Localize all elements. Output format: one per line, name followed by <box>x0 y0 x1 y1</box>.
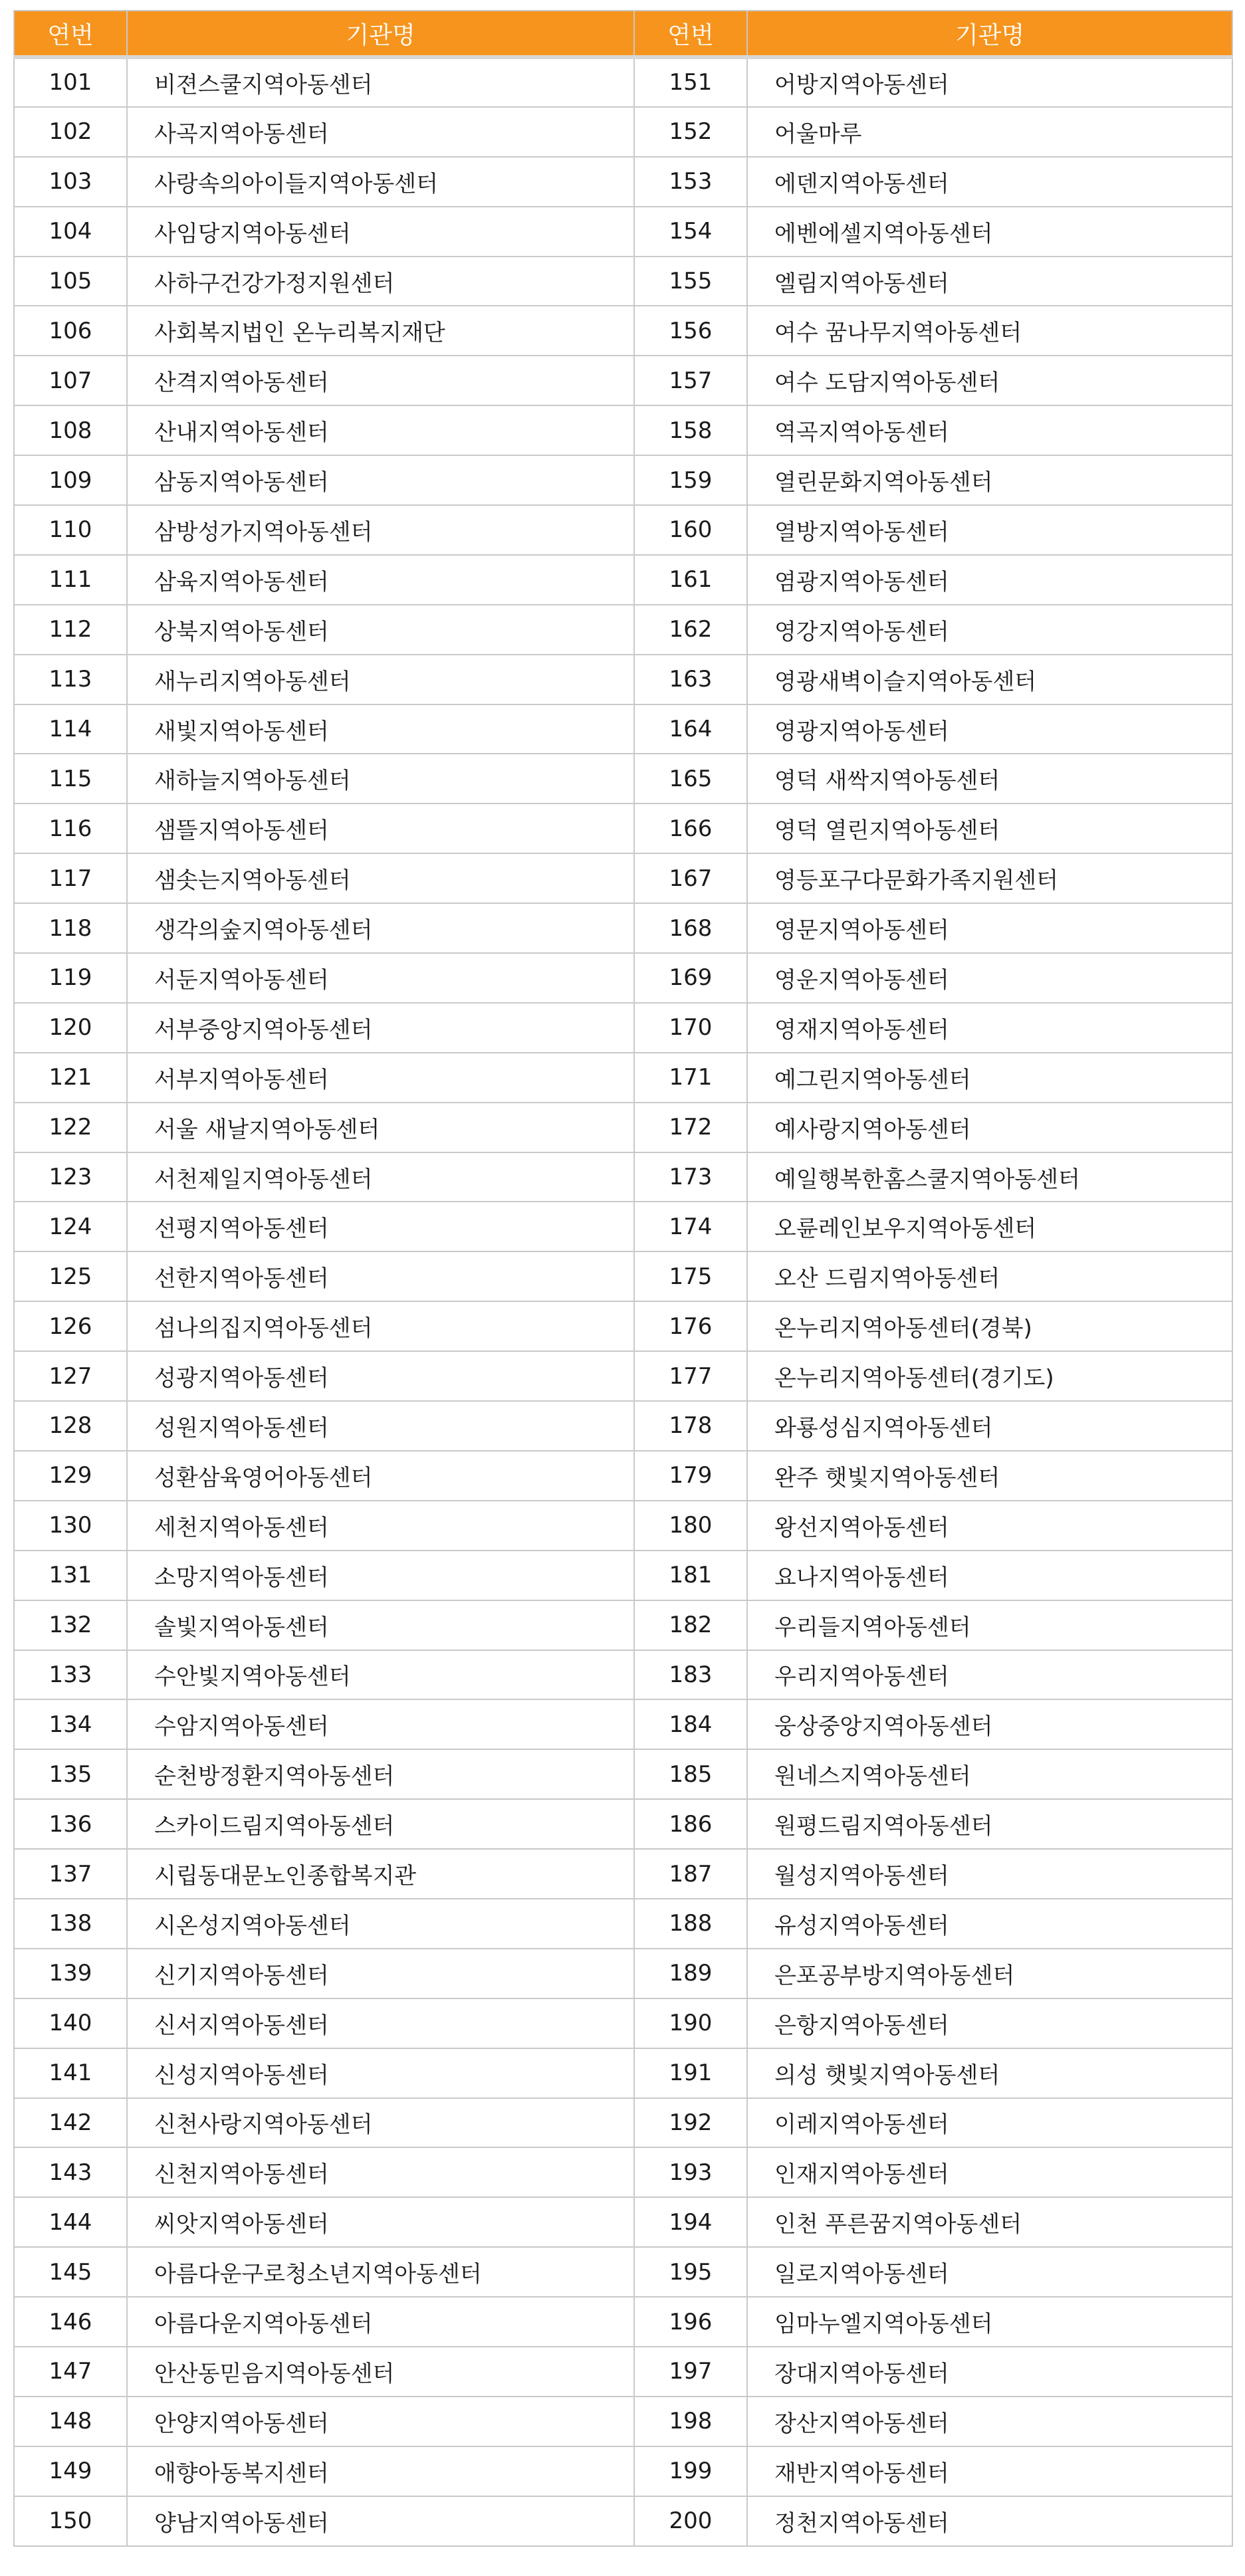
agency-name-right: 요나지역아동센터 <box>747 1551 1232 1600</box>
row-number-right: 193 <box>634 2147 747 2197</box>
row-number-left: 119 <box>14 953 127 1003</box>
table-row <box>14 2446 1232 2496</box>
row-number-left: 142 <box>14 2098 127 2148</box>
row-number-right: 154 <box>634 207 747 257</box>
row-number-left: 108 <box>14 405 127 455</box>
table-row <box>14 57 1232 107</box>
header-number-right: 연번 <box>634 11 747 57</box>
agency-name-left: 시온성지역아동센터 <box>127 1899 634 1949</box>
row-number-left: 123 <box>14 1152 127 1202</box>
table-row <box>14 1301 1232 1351</box>
agency-name-right: 에덴지역아동센터 <box>747 157 1232 207</box>
agency-name-right: 재반지역아동센터 <box>747 2446 1232 2496</box>
agency-name-left: 선한지역아동센터 <box>127 1251 634 1301</box>
row-number-left: 109 <box>14 455 127 505</box>
row-number-left: 133 <box>14 1650 127 1700</box>
agency-name-left: 신서지역아동센터 <box>127 1998 634 2048</box>
row-number-right: 168 <box>634 903 747 953</box>
agency-list-sheet <box>13 10 1232 2547</box>
agency-name-left: 산내지역아동센터 <box>127 405 634 455</box>
row-number-left: 137 <box>14 1849 127 1899</box>
agency-name-right: 임마누엘지역아동센터 <box>747 2297 1232 2347</box>
agency-name-right: 역곡지역아동센터 <box>747 405 1232 455</box>
agency-name-left: 서둔지역아동센터 <box>127 953 634 1003</box>
table-header <box>14 11 1232 57</box>
agency-name-right: 장대지역아동센터 <box>747 2347 1232 2397</box>
row-number-right: 173 <box>634 1152 747 1202</box>
agency-name-left: 양남지역아동센터 <box>127 2496 634 2546</box>
table-row <box>14 853 1232 903</box>
agency-name-right: 에벤에셀지역아동센터 <box>747 207 1232 257</box>
agency-name-right: 엘림지역아동센터 <box>747 257 1232 306</box>
row-number-right: 171 <box>634 1053 747 1103</box>
agency-name-left: 삼동지역아동센터 <box>127 455 634 505</box>
header-agency-name-right: 기관명 <box>747 11 1232 57</box>
table-row <box>14 1351 1232 1401</box>
table-row <box>14 1103 1232 1152</box>
table-row <box>14 1849 1232 1899</box>
agency-name-right: 왕선지역아동센터 <box>747 1501 1232 1551</box>
table-row <box>14 1600 1232 1650</box>
header-number-left: 연번 <box>14 11 127 57</box>
agency-name-right: 영운지역아동센터 <box>747 953 1232 1003</box>
agency-name-left: 사하구건강가정지원센터 <box>127 257 634 306</box>
agency-name-left: 상북지역아동센터 <box>127 605 634 655</box>
agency-name-left: 성환삼육영어아동센터 <box>127 1451 634 1501</box>
agency-name-left: 새누리지역아동센터 <box>127 655 634 704</box>
agency-name-right: 월성지역아동센터 <box>747 1849 1232 1899</box>
table-row <box>14 2496 1232 2546</box>
row-number-left: 127 <box>14 1351 127 1401</box>
agency-name-right: 열방지역아동센터 <box>747 505 1232 555</box>
row-number-left: 115 <box>14 754 127 804</box>
agency-name-left: 순천방정환지역아동센터 <box>127 1749 634 1799</box>
row-number-left: 143 <box>14 2147 127 2197</box>
row-number-right: 179 <box>634 1451 747 1501</box>
agency-name-right: 은항지역아동센터 <box>747 1998 1232 2048</box>
row-number-left: 106 <box>14 306 127 356</box>
row-number-right: 152 <box>634 107 747 157</box>
row-number-left: 145 <box>14 2247 127 2297</box>
table-row <box>14 1799 1232 1849</box>
agency-name-right: 영강지역아동센터 <box>747 605 1232 655</box>
agency-name-left: 삼육지역아동센터 <box>127 555 634 605</box>
agency-name-left: 서천제일지역아동센터 <box>127 1152 634 1202</box>
agency-name-right: 와룡성심지역아동센터 <box>747 1401 1232 1451</box>
row-number-right: 182 <box>634 1600 747 1650</box>
row-number-left: 141 <box>14 2048 127 2098</box>
row-number-left: 147 <box>14 2347 127 2397</box>
agency-name-left: 사곡지역아동센터 <box>127 107 634 157</box>
table-row <box>14 1251 1232 1301</box>
row-number-right: 198 <box>634 2397 747 2446</box>
table-row <box>14 1152 1232 1202</box>
row-number-right: 167 <box>634 853 747 903</box>
row-number-left: 129 <box>14 1451 127 1501</box>
agency-name-left: 아름다운지역아동센터 <box>127 2297 634 2347</box>
agency-name-left: 소망지역아동센터 <box>127 1551 634 1600</box>
row-number-left: 138 <box>14 1899 127 1949</box>
agency-name-right: 은포공부방지역아동센터 <box>747 1949 1232 1998</box>
row-number-right: 157 <box>634 356 747 405</box>
row-number-right: 189 <box>634 1949 747 1998</box>
row-number-left: 149 <box>14 2446 127 2496</box>
agency-name-left: 샘솟는지역아동센터 <box>127 853 634 903</box>
agency-name-right: 예사랑지역아동센터 <box>747 1103 1232 1152</box>
table-row <box>14 2247 1232 2297</box>
row-number-right: 180 <box>634 1501 747 1551</box>
row-number-right: 185 <box>634 1749 747 1799</box>
agency-name-right: 원평드림지역아동센터 <box>747 1799 1232 1849</box>
table-row <box>14 2397 1232 2446</box>
row-number-left: 132 <box>14 1600 127 1650</box>
row-number-left: 135 <box>14 1749 127 1799</box>
agency-name-right: 정천지역아동센터 <box>747 2496 1232 2546</box>
table-row <box>14 2197 1232 2247</box>
agency-name-right: 예그린지역아동센터 <box>747 1053 1232 1103</box>
agency-name-left: 성광지역아동센터 <box>127 1351 634 1401</box>
row-number-right: 158 <box>634 405 747 455</box>
row-number-right: 174 <box>634 1202 747 1251</box>
agency-name-left: 신기지역아동센터 <box>127 1949 634 1998</box>
agency-name-left: 섬나의집지역아동센터 <box>127 1301 634 1351</box>
row-number-left: 117 <box>14 853 127 903</box>
agency-name-right: 열린문화지역아동센터 <box>747 455 1232 505</box>
row-number-right: 178 <box>634 1401 747 1451</box>
table-row <box>14 1699 1232 1749</box>
table-row <box>14 1003 1232 1053</box>
agency-name-left: 서부중앙지역아동센터 <box>127 1003 634 1053</box>
agency-name-right: 인재지역아동센터 <box>747 2147 1232 2197</box>
row-number-right: 163 <box>634 655 747 704</box>
table-row <box>14 655 1232 704</box>
agency-name-right: 여수 도담지역아동센터 <box>747 356 1232 405</box>
agency-name-right: 여수 꿈나무지역아동센터 <box>747 306 1232 356</box>
agency-name-left: 씨앗지역아동센터 <box>127 2197 634 2247</box>
agency-name-left: 스카이드림지역아동센터 <box>127 1799 634 1849</box>
row-number-left: 126 <box>14 1301 127 1351</box>
agency-name-left: 서부지역아동센터 <box>127 1053 634 1103</box>
header-row <box>14 11 1232 57</box>
agency-name-right: 염광지역아동센터 <box>747 555 1232 605</box>
table-row <box>14 1949 1232 1998</box>
row-number-left: 136 <box>14 1799 127 1849</box>
agency-name-right: 영덕 열린지역아동센터 <box>747 804 1232 853</box>
table-row <box>14 605 1232 655</box>
agency-name-left: 안산동믿음지역아동센터 <box>127 2347 634 2397</box>
row-number-right: 190 <box>634 1998 747 2048</box>
row-number-left: 150 <box>14 2496 127 2546</box>
row-number-left: 105 <box>14 257 127 306</box>
agency-name-right: 원네스지역아동센터 <box>747 1749 1232 1799</box>
row-number-right: 186 <box>634 1799 747 1849</box>
agency-name-right: 온누리지역아동센터(경북) <box>747 1301 1232 1351</box>
agency-name-right: 인천 푸른꿈지역아동센터 <box>747 2197 1232 2247</box>
table-row <box>14 1899 1232 1949</box>
row-number-left: 116 <box>14 804 127 853</box>
table-row <box>14 107 1232 157</box>
table-row <box>14 1401 1232 1451</box>
table-row <box>14 1451 1232 1501</box>
table-row <box>14 207 1232 257</box>
agency-name-left: 사회복지법인 온누리복지재단 <box>127 306 634 356</box>
agency-name-left: 성원지역아동센터 <box>127 1401 634 1451</box>
agency-name-left: 신천사랑지역아동센터 <box>127 2098 634 2148</box>
row-number-left: 110 <box>14 505 127 555</box>
row-number-right: 191 <box>634 2048 747 2098</box>
row-number-left: 101 <box>14 57 127 107</box>
table-row <box>14 804 1232 853</box>
table-row <box>14 1998 1232 2048</box>
row-number-left: 140 <box>14 1998 127 2048</box>
agency-name-right: 오산 드림지역아동센터 <box>747 1251 1232 1301</box>
table-row <box>14 2347 1232 2397</box>
agency-name-left: 생각의숲지역아동센터 <box>127 903 634 953</box>
row-number-left: 124 <box>14 1202 127 1251</box>
table-row <box>14 306 1232 356</box>
agency-name-right: 영광새벽이슬지역아동센터 <box>747 655 1232 704</box>
row-number-right: 151 <box>634 57 747 107</box>
agency-name-right: 완주 햇빛지역아동센터 <box>747 1451 1232 1501</box>
table-row <box>14 1501 1232 1551</box>
row-number-right: 162 <box>634 605 747 655</box>
table-row <box>14 1551 1232 1600</box>
agency-name-left: 시립동대문노인종합복지관 <box>127 1849 634 1899</box>
row-number-right: 181 <box>634 1551 747 1600</box>
row-number-left: 102 <box>14 107 127 157</box>
row-number-right: 184 <box>634 1699 747 1749</box>
table-row <box>14 455 1232 505</box>
agency-table <box>13 10 1233 2547</box>
agency-name-left: 수암지역아동센터 <box>127 1699 634 1749</box>
row-number-left: 114 <box>14 704 127 754</box>
row-number-left: 130 <box>14 1501 127 1551</box>
row-number-left: 122 <box>14 1103 127 1152</box>
row-number-right: 153 <box>634 157 747 207</box>
table-row <box>14 1749 1232 1799</box>
agency-name-left: 서울 새날지역아동센터 <box>127 1103 634 1152</box>
table-row <box>14 754 1232 804</box>
agency-name-right: 어울마루 <box>747 107 1232 157</box>
row-number-left: 111 <box>14 555 127 605</box>
row-number-right: 172 <box>634 1103 747 1152</box>
agency-name-right: 장산지역아동센터 <box>747 2397 1232 2446</box>
row-number-right: 170 <box>634 1003 747 1053</box>
agency-name-left: 세천지역아동센터 <box>127 1501 634 1551</box>
agency-name-right: 영등포구다문화가족지원센터 <box>747 853 1232 903</box>
row-number-right: 196 <box>634 2297 747 2347</box>
row-number-right: 159 <box>634 455 747 505</box>
row-number-right: 156 <box>634 306 747 356</box>
row-number-left: 113 <box>14 655 127 704</box>
header-agency-name-left: 기관명 <box>127 11 634 57</box>
table-row <box>14 157 1232 207</box>
agency-name-right: 오륜레인보우지역아동센터 <box>747 1202 1232 1251</box>
row-number-left: 121 <box>14 1053 127 1103</box>
agency-name-right: 영재지역아동센터 <box>747 1003 1232 1053</box>
table-row <box>14 555 1232 605</box>
agency-name-left: 수안빛지역아동센터 <box>127 1650 634 1700</box>
row-number-right: 200 <box>634 2496 747 2546</box>
row-number-left: 144 <box>14 2197 127 2247</box>
row-number-left: 146 <box>14 2297 127 2347</box>
agency-name-left: 사랑속의아이들지역아동센터 <box>127 157 634 207</box>
row-number-left: 131 <box>14 1551 127 1600</box>
row-number-right: 164 <box>634 704 747 754</box>
row-number-left: 120 <box>14 1003 127 1053</box>
row-number-left: 118 <box>14 903 127 953</box>
row-number-right: 175 <box>634 1251 747 1301</box>
table-body <box>14 57 1232 2546</box>
table-row <box>14 505 1232 555</box>
table-row <box>14 903 1232 953</box>
row-number-left: 148 <box>14 2397 127 2446</box>
agency-name-left: 삼방성가지역아동센터 <box>127 505 634 555</box>
agency-name-right: 영덕 새싹지역아동센터 <box>747 754 1232 804</box>
row-number-right: 188 <box>634 1899 747 1949</box>
agency-name-left: 신천지역아동센터 <box>127 2147 634 2197</box>
row-number-left: 107 <box>14 356 127 405</box>
row-number-right: 161 <box>634 555 747 605</box>
table-row <box>14 2297 1232 2347</box>
row-number-right: 194 <box>634 2197 747 2247</box>
agency-name-left: 선평지역아동센터 <box>127 1202 634 1251</box>
agency-name-left: 사임당지역아동센터 <box>127 207 634 257</box>
row-number-left: 134 <box>14 1699 127 1749</box>
agency-name-right: 이레지역아동센터 <box>747 2098 1232 2148</box>
agency-name-left: 산격지역아동센터 <box>127 356 634 405</box>
row-number-right: 166 <box>634 804 747 853</box>
agency-name-right: 우리들지역아동센터 <box>747 1600 1232 1650</box>
row-number-right: 199 <box>634 2446 747 2496</box>
row-number-left: 128 <box>14 1401 127 1451</box>
row-number-left: 125 <box>14 1251 127 1301</box>
row-number-right: 160 <box>634 505 747 555</box>
table-row <box>14 704 1232 754</box>
row-number-right: 187 <box>634 1849 747 1899</box>
row-number-right: 197 <box>634 2347 747 2397</box>
agency-name-right: 영광지역아동센터 <box>747 704 1232 754</box>
table-row <box>14 356 1232 405</box>
table-row <box>14 405 1232 455</box>
row-number-right: 155 <box>634 257 747 306</box>
row-number-right: 165 <box>634 754 747 804</box>
table-row <box>14 1650 1232 1700</box>
table-row <box>14 1053 1232 1103</box>
agency-name-right: 유성지역아동센터 <box>747 1899 1232 1949</box>
agency-name-left: 비젼스쿨지역아동센터 <box>127 57 634 107</box>
row-number-right: 177 <box>634 1351 747 1401</box>
row-number-right: 195 <box>634 2247 747 2297</box>
agency-name-right: 영문지역아동센터 <box>747 903 1232 953</box>
row-number-right: 192 <box>634 2098 747 2148</box>
agency-name-right: 웅상중앙지역아동센터 <box>747 1699 1232 1749</box>
agency-name-right: 어방지역아동센터 <box>747 57 1232 107</box>
agency-name-left: 아름다운구로청소년지역아동센터 <box>127 2247 634 2297</box>
table-row <box>14 1202 1232 1251</box>
agency-name-right: 우리지역아동센터 <box>747 1650 1232 1700</box>
table-row <box>14 2048 1232 2098</box>
row-number-left: 112 <box>14 605 127 655</box>
row-number-left: 139 <box>14 1949 127 1998</box>
table-row <box>14 2147 1232 2197</box>
row-number-right: 183 <box>634 1650 747 1700</box>
agency-name-right: 일로지역아동센터 <box>747 2247 1232 2297</box>
agency-name-left: 새빛지역아동센터 <box>127 704 634 754</box>
agency-name-right: 예일행복한홈스쿨지역아동센터 <box>747 1152 1232 1202</box>
agency-name-left: 안양지역아동센터 <box>127 2397 634 2446</box>
table-row <box>14 257 1232 306</box>
table-row <box>14 953 1232 1003</box>
table-row <box>14 2098 1232 2148</box>
agency-name-left: 애향아동복지센터 <box>127 2446 634 2496</box>
agency-name-left: 솔빛지역아동센터 <box>127 1600 634 1650</box>
agency-name-left: 신성지역아동센터 <box>127 2048 634 2098</box>
agency-name-left: 새하늘지역아동센터 <box>127 754 634 804</box>
row-number-right: 176 <box>634 1301 747 1351</box>
row-number-left: 103 <box>14 157 127 207</box>
row-number-right: 169 <box>634 953 747 1003</box>
agency-name-right: 온누리지역아동센터(경기도) <box>747 1351 1232 1401</box>
agency-name-right: 의성 햇빛지역아동센터 <box>747 2048 1232 2098</box>
agency-name-left: 샘뜰지역아동센터 <box>127 804 634 853</box>
row-number-left: 104 <box>14 207 127 257</box>
